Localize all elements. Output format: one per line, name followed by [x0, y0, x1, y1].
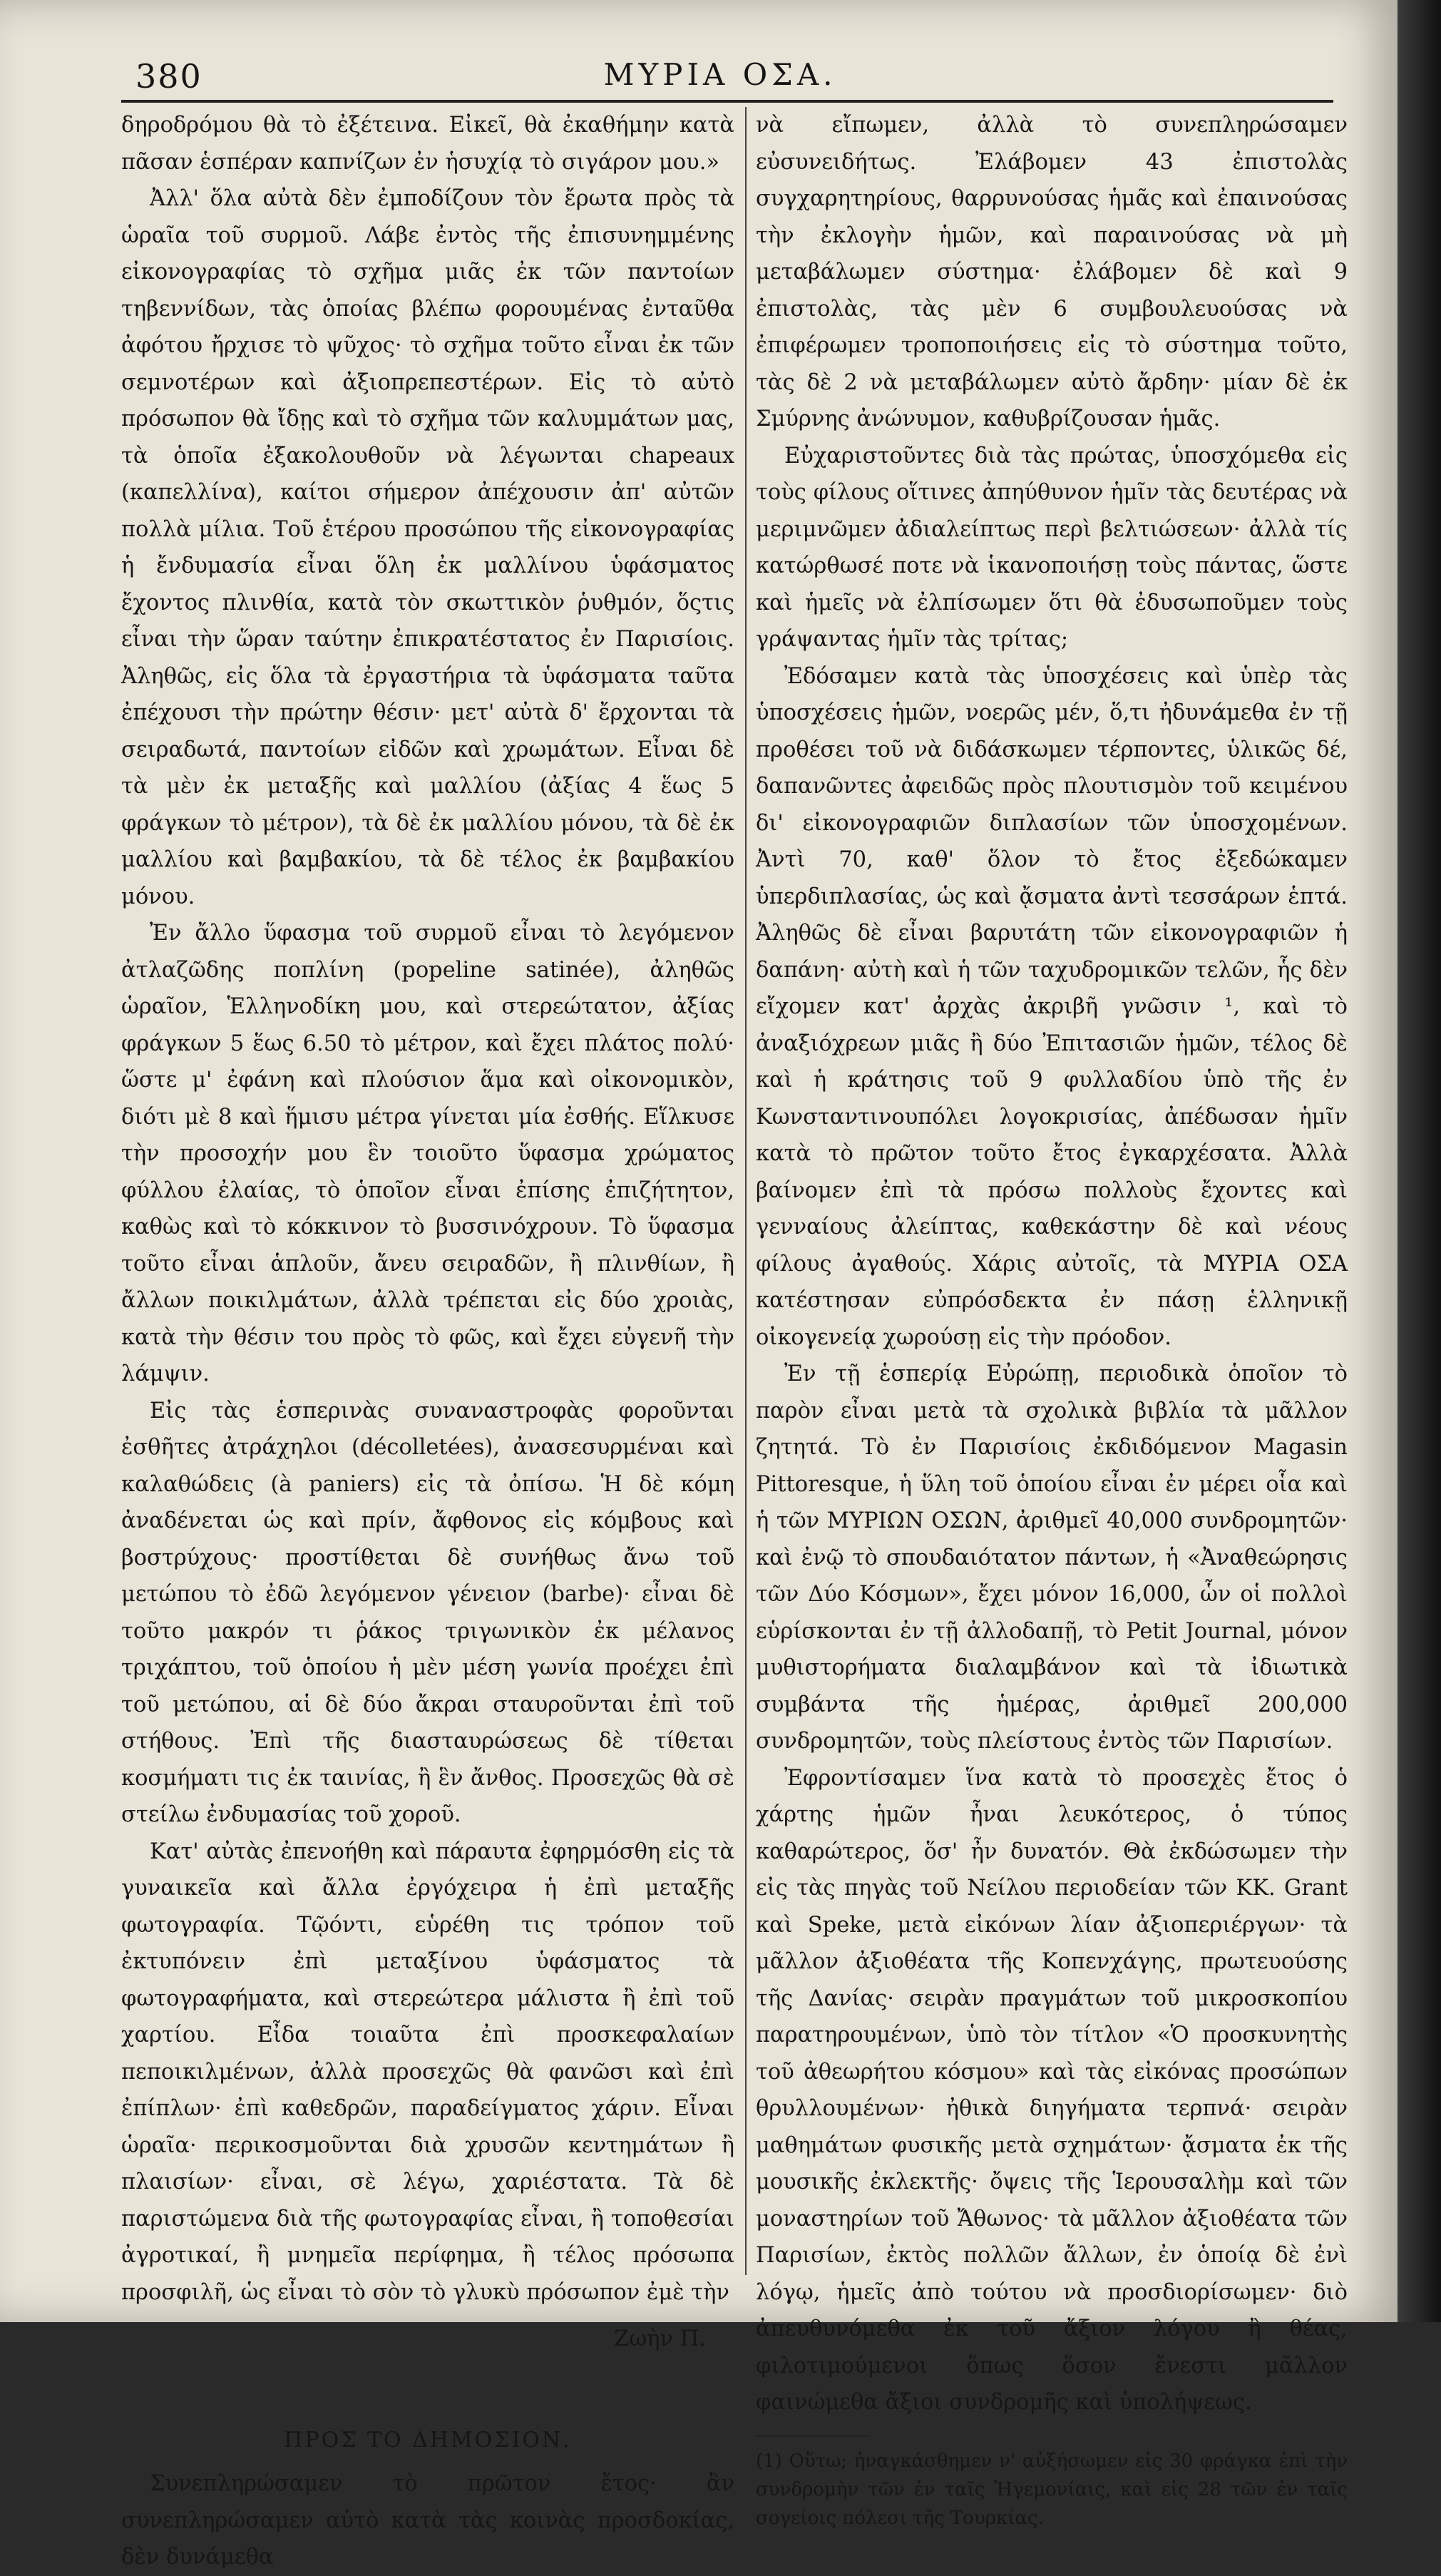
running-title: ΜΥΡΙΑ ΟΣΑ.: [603, 57, 837, 92]
left-paragraph-1: δηροδρόμου θὰ τὸ ἐξέτεινα. Εἰκεῖ, θὰ ἐκαθήμην κατὰ πᾶσαν ἑσπέραν καπνίζων ἐν ἡσυχίᾳ τὸ σιγάρον μου.»: [121, 113, 734, 175]
page-number: 380: [135, 57, 202, 96]
page-edge-shadow: [1398, 0, 1441, 2322]
right-paragraph-3: Ἐδόσαμεν κατὰ τὰς ὑποσχέσεις καὶ ὑπὲρ τὰς ὑποσχέσεις ἡμῶν, νοερῶς μέν, ὅ,τι ἠδυνάμεθα ἐν τῇ προθέσει τοῦ νὰ διδάσκωμεν τέρποντες, ὑλικῶς δέ, δαπανῶντες ἀφειδῶς πρὸς πλουτισμὸν τοῦ κειμένου δι' εἰκονογραφιῶν διπλασίων τῶν ὑποσχομένων. Ἀντὶ 70, καθ' ὅλον τὸ ἔτος ἐξεδώκαμεν ὑπερδιπλασίας, ὡς καὶ ᾄσματα ἀντὶ τεσσάρων ἑπτά. Ἀληθῶς δὲ εἶναι βαρυτάτη τῶν εἰκονογραφιῶν ἡ δαπάνη· αὐτὴ καὶ ἡ τῶν ταχυδρομικῶν τελῶν, ἧς δὲν εἴχομεν κατ' ἀρχὰς ἀκριβῆ γνῶσιν ¹, καὶ τὸ ἀναξιόχρεων μιᾶς ἢ δύο Ἐπιτασιῶν ἡμῶν, τέλος δὲ καὶ ἡ κράτησις τοῦ 9 φυλλαδίου ὑπὸ τῆς ἐν Κωνσταντινουπόλει λογοκρισίας, ἀπέδωσαν ἡμῖν κατὰ τὸ πρῶτον τοῦτο ἔτος ἐγκαρχέσατα. Ἀλλὰ βαίνομεν ἐπὶ τὰ πρόσω πολλοὺς ἔχοντες καὶ γενναίους ἀλείπτας, καθεκάστην δὲ καὶ νέους φίλους ἀγαθούς. Χάρις αὐτοῖς, τὰ ΜΥΡΙΑ ΟΣΑ κατέστησαν εὐπρόσδεκτα ἐν πάσῃ ἑλληνικῇ οἰκογενείᾳ χωρούσῃ εἰς τὴν πρόοδον.: [756, 663, 1348, 1350]
left-paragraph-3: Ἐν ἄλλο ὕφασμα τοῦ συρμοῦ εἶναι τὸ λεγόμενον ἀτλαζῶδης ποπλίνη (popeline satinée), ἀληθῶς ὡραῖον, Ἑλληνοδίκη μου, καὶ στερεώτατον, ἀξίας φράγκων 5 ἕως 6.50 τὸ μέτρον, καὶ ἔχει πλάτος πολύ· ὥστε μ' ἐφάνη καὶ πλούσιον ἅμα καὶ οἰκονομικὸν, διότι μὲ 8 καὶ ἥμισυ μέτρα γίνεται μία ἐσθής. Εἵλκυσε τὴν προσοχήν μου ἓν τοιοῦτο ὕφασμα χρώματος φύλλου ἐλαίας, τὸ ὁποῖον εἶναι ἐπίσης ἐπιζήτητον, καθὼς καὶ τὸ κόκκινον τὸ βυσσινόχρουν. Τὸ ὕφασμα τοῦτο εἶναι ἁπλοῦν, ἄνευ σειραδῶν, ἢ πλινθίων, ἢ ἄλλων ποικιλμάτων, ἀλλὰ τρέπεται εἰς δύο χροιὰς, κατὰ τὴν θέσιν του πρὸς τὸ φῶς, καὶ ἔχει εὐγενῆ τὴν λάμψιν.: [121, 921, 734, 1386]
section-title: ΠΡΟΣ ΤΟ ΔΗΜΟΣΙΟΝ.: [284, 2427, 572, 2453]
right-column: [756, 107, 1348, 2532]
footnote: (1) Οὕτω; ἠναγκάσθημεν ν' αὐξήσωμεν εἰς 30 φράγκα ἐπὶ τὴν συνδρομὴν τῶν ἐν ταῖς Ἡγεμονίαις, καὶ εἰς 28 τῶν ἐν ταῖς σογείοις πόλεσι τῆς Τουρκίας.: [756, 2450, 1348, 2529]
footnote-rule: [756, 2436, 870, 2437]
section-paragraph: Συνεπληρώσαμεν τὸ πρῶτον ἔτος· ἂν συνεπληρώσαμεν αὐτὸ κατὰ τὰς κοινὰς προσδοκίας, δὲν δυνάμεθα: [121, 2471, 734, 2570]
signature: Ζωὴν Π.: [614, 2326, 706, 2351]
left-column: [121, 107, 734, 2576]
right-paragraph-5: Ἐφροντίσαμεν ἵνα κατὰ τὸ προσεχὲς ἔτος ὁ χάρτης ἡμῶν ἦναι λευκότερος, ὁ τύπος καθαρώτερος, ὅσ' ἦν δυνατόν. Θὰ ἐκδώσωμεν τὴν εἰς τὰς πηγὰς τοῦ Νείλου περιοδείαν τῶν ΚΚ. Grant καὶ Speke, μετὰ εἰκόνων λίαν ἀξιοπεριέργων· τὰ μᾶλλον ἀξιοθέατα τῆς Κοπενχάγης, πρωτευούσης τῆς Δανίας· σειρὰν πραγμάτων τοῦ μικροσκοπίου παρατηρουμένων, ὑπὸ τὸν τίτλον «Ὁ προσκυνητὴς τοῦ ἀθεωρήτου κόσμου» καὶ τὰς εἰκόνας προσώπων θρυλλουμένων· ἠθικὰ διηγήματα τερπνά· σειρὰν μαθημάτων φυσικῆς μετὰ σχημάτων· ᾄσματα ἐκ τῆς μουσικῆς ἐκλεκτῆς· ὄψεις τῆς Ἱερουσαλὴμ καὶ τῶν μοναστηρίων τοῦ Ἄθωνος· τὰ μᾶλλον ἀξιοθέατα τῶν Παρισίων, ἐκτὸς πολλῶν ἄλλων, ἐν ὁποίᾳ δὲ ἐνὶ λόγῳ, ἡμεῖς ἀπὸ τούτου νὰ προσδιορίσωμεν· διὸ ἀπευθυνόμεθα ἐκ τοῦ ἄξιον λόγου ἢ θέας, φιλοτιμούμενοι ὅπως ὅσον ἔνεστι μᾶλλον φαινώμεθα ἄξιοι συνδρομῆς καὶ ὑπολήψεως.: [756, 1765, 1348, 2415]
left-paragraph-4: Εἰς τὰς ἑσπερινὰς συναναστροφὰς φοροῦνται ἐσθῆτες ἀτράχηλοι (décolletées), ἀνασεσυρμέναι καὶ καλαθώδεις (à paniers) εἰς τὰ ὀπίσω. Ἡ δὲ κόμη ἀναδένεται ὡς καὶ πρίν, ἄφθονος εἰς κόμβους καὶ βοστρύχους· προστίθεται δὲ συνήθως ἄνω τοῦ μετώπου τὸ ἐδῶ λεγόμενον γένειον (barbe)· εἶναι δὲ τοῦτο μακρόν τι ῥάκος τριγωνικὸν ἐκ μέλανος τριχάπτου, τοῦ ὁποίου ἡ μὲν μέση γωνία προέχει ἐπὶ τοῦ μετώπου, αἱ δὲ δύο ἄκραι σταυροῦνται ἐπὶ τοῦ στήθους. Ἐπὶ τῆς διασταυρώσεως δὲ τίθεται κοσμήματι τις ἐκ ταινίας, ἢ ἓν ἄνθος. Προσεχῶς θὰ σὲ στείλω ἐνδυμασίας τοῦ χοροῦ.: [121, 1398, 734, 1827]
left-paragraph-5: Κατ' αὐτὰς ἐπενοήθη καὶ πάραυτα ἐφηρμόσθη εἰς τὰ γυναικεῖα καὶ ἄλλα ἐργόχειρα ἡ ἐπὶ μεταξῆς φωτογραφία. Τῷόντι, εὑρέθη τις τρόπον τοῦ ἐκτυπόνειν ἐπὶ μεταξίνου ὑφάσματος τὰ φωτογραφήματα, καὶ στερεώτερα μάλιστα ἢ ἐπὶ τοῦ χαρτίου. Εἶδα τοιαῦτα ἐπὶ προσκεφαλαίων πεποικιλμένων, ἀλλὰ προσεχῶς θὰ φανῶσι καὶ ἐπὶ ἐπίπλων· ἐπὶ καθεδρῶν, παραδείγματος χάριν. Εἶναι ὡραῖα· περικοσμοῦνται διὰ χρυσῶν κεντημάτων ἢ πλαισίων· εἶναι, σὲ λέγω, χαριέστατα. Τὰ δὲ παριστώμενα διὰ τῆς φωτογραφίας εἶναι, ἢ τοποθεσίαι ἀγροτικαί, ἢ μνημεῖα περίφημα, ἢ τέλος πρόσωπα προσφιλῆ, ὡς εἶναι τὸ σὸν τὸ γλυκὺ πρόσωπον ἐμὲ τὴν: [121, 1839, 734, 2305]
column-divider: [745, 107, 747, 2275]
right-paragraph-4: Ἐν τῇ ἑσπερίᾳ Εὐρώπῃ, περιοδικὰ ὁποῖον τὸ παρὸν εἶναι μετὰ τὰ σχολικὰ βιβλία τὰ μᾶλλον ζητητά. Τὸ ἐν Παρισίοις ἐκδιδόμενον Magasin Pittoresque, ἡ ὕλη τοῦ ὁποίου εἶναι ἐν μέρει οἷα καὶ ἡ τῶν ΜΥΡΙΩΝ ΟΣΩΝ, ἀριθμεῖ 40,000 συνδρομητῶν· καὶ ἐνῷ τὸ σπουδαιότατον πάντων, ἡ «Ἀναθεώρησις τῶν Δύο Κόσμων», ἔχει μόνον 16,000, ὧν οἱ πολλοὶ εὑρίσκονται ἐν τῇ ἀλλοδαπῇ, τὸ Petit Journal, μόνον μυθιστορήματα διαλαμβάνον καὶ τὰ ἰδιωτικὰ συμβάντα τῆς ἡμέρας, ἀριθμεῖ 200,000 συνδρομητῶν, τοὺς πλείστους ἐντὸς τῶν Παρισίων.: [756, 1361, 1348, 1754]
page-header: [107, 50, 1333, 100]
left-paragraph-2: Ἀλλ' ὅλα αὐτὰ δὲν ἐμποδίζουν τὸν ἔρωτα πρὸς τὰ ὡραῖα τοῦ συρμοῦ. Λάβε ἐντὸς τῆς ἐπισυνημμένης εἰκονογραφίας τὸ σχῆμα μιᾶς ἐκ τῶν παντοίων τηβεννίδων, τὰς ὁποίας βλέπω φορουμένας ἐνταῦθα ἀφότου ἤρχισε τὸ ψῦχος· τὸ σχῆμα τοῦτο εἶναι ἐκ τῶν σεμνοτέρων καὶ ἀξιοπρεπεστέρων. Εἰς τὸ αὐτὸ πρόσωπον θὰ ἴδῃς καὶ τὸ σχῆμα τῶν καλυμμάτων μας, τὰ ὁποῖα ἐξακολουθοῦν νὰ λέγωνται chapeaux (καπελλίνα), καίτοι σήμερον ἀπέχουσιν ἀπ' αὐτῶν πολλὰ μίλια. Τοῦ ἑτέρου προσώπου τῆς εἰκονογραφίας ἡ ἔνδυμασία εἶναι ὅλη ἐκ μαλλίνου ὑφάσματος ἔχοντος πλινθία, κατὰ τὸν σκωττικὸν ῥυθμόν, ὅςτις εἶναι τὴν ὥραν ταύτην ἐπικρατέστατος ἐν Παρισίοις. Ἀληθῶς, εἰς ὅλα τὰ ἐργαστήρια τὰ ὑφάσματα ταῦτα ἐπέχουσι τὴν πρώτην θέσιν· μετ' αὐτὰ δ' ἔρχονται τὰ σειραδωτά, παντοίων εἰδῶν καὶ χρωμάτων. Εἶναι δὲ τὰ μὲν ἐκ μεταξῆς καὶ μαλλίου (ἀξίας 4 ἕως 5 φράγκων τὸ μέτρον), τὰ δὲ ἐκ μαλλίου μόνου, τὰ δὲ ἐκ μαλλίου καὶ βαμβακίου, τὰ δὲ τέλος ἐκ βαμβακίου μόνου.: [121, 186, 734, 909]
right-paragraph-1: νὰ εἴπωμεν, ἀλλὰ τὸ συνεπληρώσαμεν εὐσυνειδήτως. Ἐλάβομεν 43 ἐπιστολὰς συγχαρητηρίους, θαρρυνούσας ἡμᾶς καὶ ἐπαινούσας τὴν ἐκλογὴν ἡμῶν, καὶ παραινούσας νὰ μὴ μεταβάλωμεν σύστημα· ἐλάβομεν δὲ καὶ 9 ἐπιστολὰς, τὰς μὲν 6 συμβουλευούσας νὰ ἐπιφέρωμεν τροποποιήσεις εἰς τὸ σύστημα τοῦτο, τὰς δὲ 2 νὰ μεταβάλωμεν αὐτὸ ἄρδην· μίαν δὲ ἐκ Σμύρνης ἀνώνυμον, καθυβρίζουσαν ἡμᾶς.: [756, 113, 1348, 431]
header-rule: [121, 100, 1333, 103]
right-paragraph-2: Εὐχαριστοῦντες διὰ τὰς πρώτας, ὑποσχόμεθα εἰς τοὺς φίλους οἵτινες ἀπηύθυνον ἡμῖν τὰς δευτέρας νὰ μεριμνῶμεν ἀδιαλείπτως περὶ βελτιώσεων· ἀλλὰ τίς κατώρθωσέ ποτε νὰ ἱκανοποιήσῃ τοὺς πάντας, ὥστε καὶ ἡμεῖς νὰ ἐλπίσωμεν ὅτι θὰ ἐδυσωποῦμεν τοὺς γράψαντας ἡμῖν τὰς τρίτας;: [756, 443, 1348, 652]
